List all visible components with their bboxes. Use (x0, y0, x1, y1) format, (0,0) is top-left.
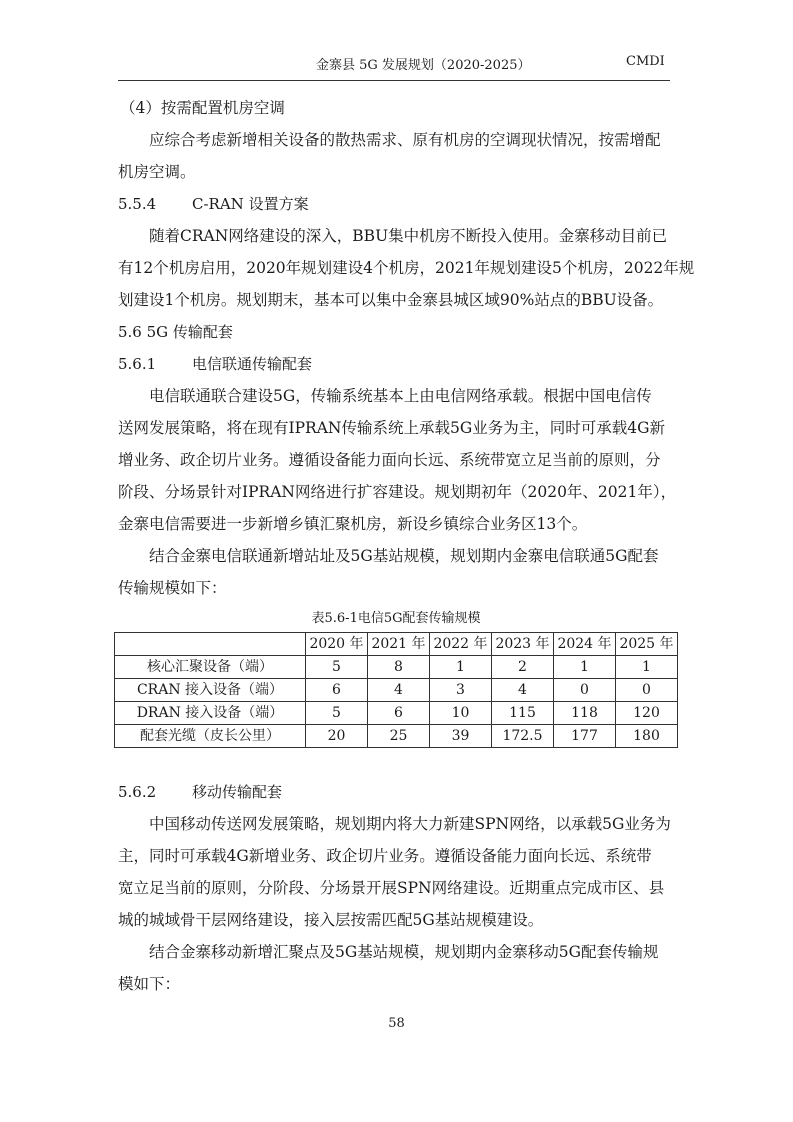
section-title: 电信联通传输配套 (192, 355, 313, 373)
table-cell: 2 (492, 656, 554, 679)
table-row-label (115, 633, 306, 656)
table-cell: 4 (368, 679, 430, 702)
section-heading-5-6-1 (118, 348, 674, 380)
table-cell: 5 (306, 702, 368, 725)
table-row (115, 656, 678, 679)
paragraph-line: 宽立足当前的原则，分阶段、分场景开展SPN网络建设。近期重点完成市区、县 (118, 879, 665, 897)
table-cell: 2025 年 (616, 633, 678, 656)
table-cell: 177 (554, 725, 616, 748)
paragraph-line: 中国移动传送网发展策略，规划期内将大力新建SPN网络，以承载5G业务为 (149, 815, 671, 833)
table-cell: 2022 年 (430, 633, 492, 656)
section-number: 5.6.1 (118, 355, 157, 373)
paragraph-line: 主，同时可承载4G新增业务、政企切片业务。遵循设备能力面向长远、系统带 (118, 847, 652, 865)
table-row (115, 725, 678, 748)
paragraph-line: 电信联通联合建设5G，传输系统基本上由电信网络承载。根据中国电信传 (149, 387, 652, 405)
paragraph-line: 结合金寨电信联通新增站址及5G基站规模，规划期内金寨电信联通5G配套 (149, 547, 659, 565)
header-divider (118, 80, 670, 81)
table-row-label: DRAN 接入设备（端） (115, 702, 306, 725)
section-heading-5-6: 5.6 5G 传输配套 (118, 323, 233, 341)
paragraph-line: 机房空调。 (118, 163, 196, 181)
table-cell: 115 (492, 702, 554, 725)
table-cell: 6 (306, 679, 368, 702)
paragraph-line: 金寨电信需要进一步新增乡镇汇聚机房，新设乡镇综合业务区13个。 (118, 515, 588, 533)
table-cell: 1 (616, 656, 678, 679)
table-cell: 5 (306, 656, 368, 679)
paragraph-line: 随着CRAN网络建设的深入，BBU集中机房不断投入使用。金寨移动目前已 (149, 227, 668, 245)
paragraph-line: 送网发展策略，将在现有IPRAN传输系统上承载5G业务为主，同时可承载4G新 (118, 419, 665, 437)
section-number: 5.6.2 (118, 783, 157, 801)
table-cell: 10 (430, 702, 492, 725)
table-row-label: CRAN 接入设备（端） (115, 679, 306, 702)
table-cell: 2024 年 (554, 633, 616, 656)
paragraph-line: 传输规模如下： (118, 579, 227, 597)
table-cell: 8 (368, 656, 430, 679)
table-cell: 39 (430, 725, 492, 748)
page-body (118, 92, 695, 1000)
table-row-label: 配套光缆（皮长公里） (115, 725, 306, 748)
transport-scale-table (114, 632, 678, 748)
table-cell: 0 (616, 679, 678, 702)
section-heading-5-5-4 (118, 188, 674, 220)
table-cell: 25 (368, 725, 430, 748)
section-title: C-RAN 设置方案 (192, 195, 309, 213)
paragraph-line: 城的城域骨干层网络建设，接入层按需匹配5G基站规模建设。 (118, 911, 544, 929)
table-row (115, 702, 678, 725)
table-row-label: 核心汇聚设备（端） (115, 656, 306, 679)
table-cell: 1 (554, 656, 616, 679)
table-cell: 120 (616, 702, 678, 725)
table-caption: 表5.6-1电信5G配套传输规模 (311, 611, 481, 626)
paragraph-line: 结合金寨移动新增汇聚点及5G基站规模，规划期内金寨移动5G配套传输规 (149, 943, 659, 961)
paragraph-line: 划建设1个机房。规划期末，基本可以集中金寨县城区域90%站点的BBU设备。 (118, 291, 664, 309)
table-cell: 4 (492, 679, 554, 702)
table-cell: 20 (306, 725, 368, 748)
page-number: 58 (388, 1016, 405, 1031)
table-row (115, 679, 678, 702)
table-cell: 118 (554, 702, 616, 725)
table-cell: 1 (430, 656, 492, 679)
table-cell: 6 (368, 702, 430, 725)
section-number: 5.5.4 (118, 195, 157, 213)
paragraph-line: 应综合考虑新增相关设备的散热需求、原有机房的空调现状情况，按需增配 (149, 131, 661, 149)
table-cell: 2021 年 (368, 633, 430, 656)
paragraph-line: 有12个机房启用，2020年规划建设4个机房，2021年规划建设5个机房，2022年规 (118, 259, 695, 277)
paragraph-line: 阶段、分场景针对IPRAN网络进行扩容建设。规划期初年（2020年、2021年）， (118, 483, 677, 501)
section-title: 移动传输配套 (192, 783, 283, 801)
table-cell: 172.5 (492, 725, 554, 748)
table-cell: 2020 年 (306, 633, 368, 656)
table-cell: 0 (554, 679, 616, 702)
table-cell: 180 (616, 725, 678, 748)
paragraph-line: 增业务、政企切片业务。遵循设备能力面向长远、系统带宽立足当前的原则，分 (118, 451, 661, 469)
section-heading-5-6-2 (118, 776, 674, 808)
running-header-title: 金寨县 5G 发展规划（2020-2025） (316, 58, 531, 73)
table-header-row (115, 633, 678, 656)
subsection-heading-4: （4）按需配置机房空调 (120, 99, 285, 117)
table-cell: 2023 年 (492, 633, 554, 656)
running-header-org: CMDI (626, 54, 665, 69)
paragraph-line: 模如下： (118, 975, 181, 993)
table-cell: 3 (430, 679, 492, 702)
